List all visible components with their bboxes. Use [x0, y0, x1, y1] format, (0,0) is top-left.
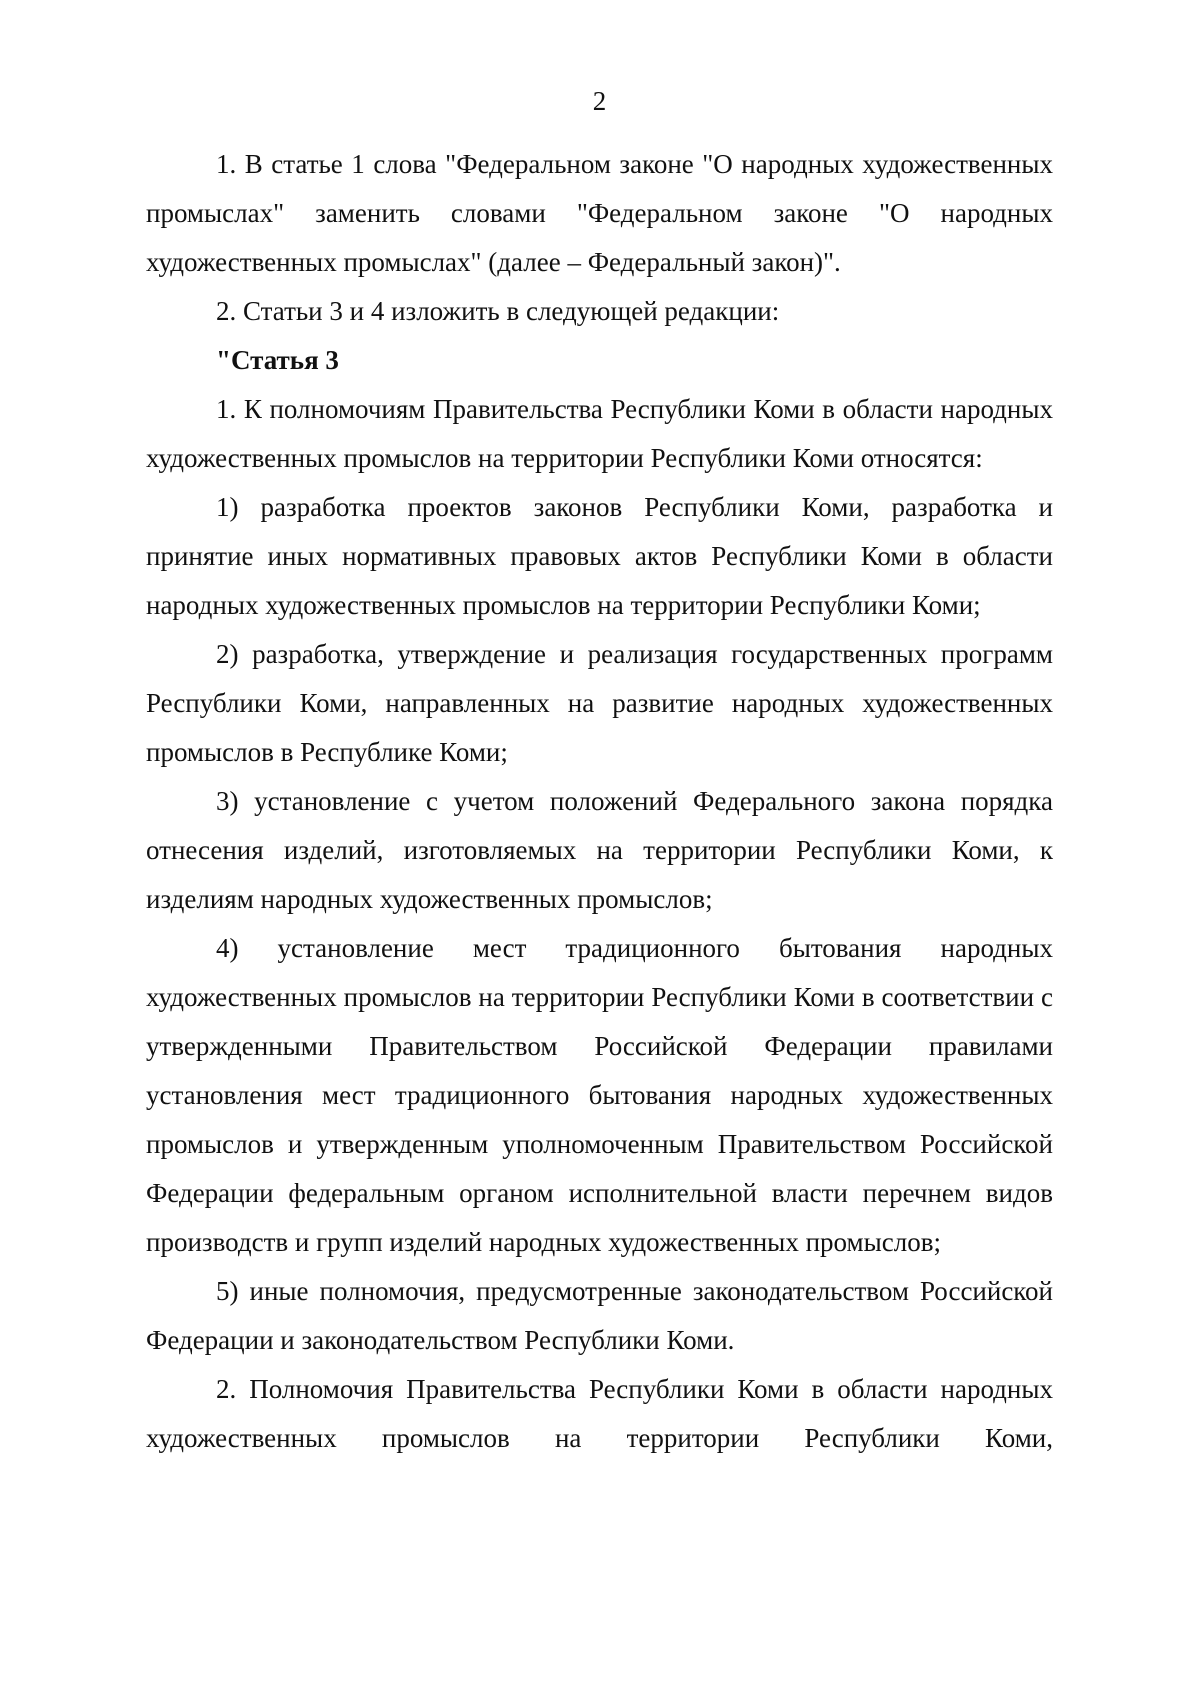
list-item-1: 1) разработка проектов законов Республики Коми, разработка и принятие иных нормативных правовых актов Республики Коми в области народных художественных промыслов на территории Республики Коми; [146, 492, 1053, 620]
list-item-2: 2) разработка, утверждение и реализация государственных программ Республики Коми, направленных на развитие народных художественных промыслов в Республике Коми; [146, 639, 1053, 767]
paragraph-article-3-part-2: 2. Полномочия Правительства Республики Коми в области народных художественных промыслов на территории Республики Коми, [146, 1374, 1053, 1453]
list-item-4: 4) установление мест традиционного бытования народных художественных промыслов на территории Республики Коми в соответствии с утвержденными Правительством Российской Федерации правилами установления мест традиционного бытования народных художественных промыслов и утвержденным уполномоченным Правительством Российской Федерации федеральным органом исполнительной власти перечнем видов производств и групп изделий народных художественных промыслов; [146, 933, 1053, 1257]
paragraph-amendment-articles-3-4: 2. Статьи 3 и 4 изложить в следующей редакции: [216, 296, 780, 326]
list-item-3: 3) установление с учетом положений Федерального закона порядка отнесения изделий, изготовляемых на территории Республики Коми, к изделиям народных художественных промыслов; [146, 786, 1053, 914]
paragraph-amendment-article-1: 1. В статье 1 слова "Федеральном законе "О народных художественных промыслах" заменить словами "Федеральном законе "О народных художественных промыслах" (далее – Федеральный закон)". [146, 149, 1053, 277]
list-item-5: 5) иные полномочия, предусмотренные законодательством Российской Федерации и законодательством Республики Коми. [146, 1276, 1053, 1355]
paragraph-article-3-part-1: 1. К полномочиям Правительства Республики Коми в области народных художественных промыслов на территории Республики Коми относятся: [146, 394, 1053, 473]
article-3-heading: "Статья 3 [216, 345, 339, 375]
document-body [146, 140, 1053, 1463]
page-number: 2 [592, 86, 607, 116]
